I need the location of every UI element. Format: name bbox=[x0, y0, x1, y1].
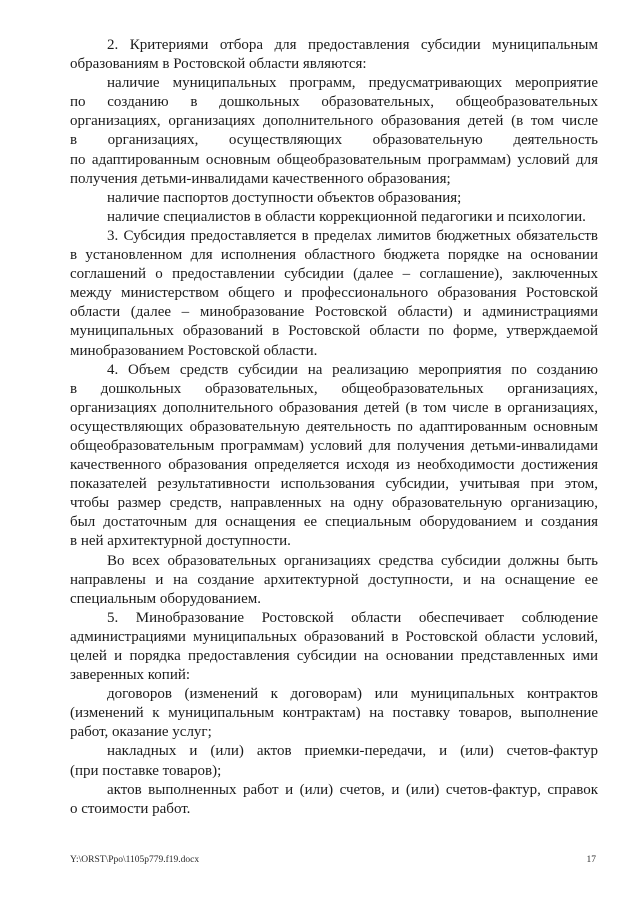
text-line bbox=[70, 342, 598, 361]
text-line bbox=[70, 265, 598, 284]
text-line bbox=[70, 800, 598, 819]
paragraph bbox=[70, 208, 598, 227]
text-line bbox=[70, 532, 598, 551]
text-line bbox=[70, 723, 598, 742]
footer-file-path: Y:\ORST\Ppo\1105p779.f19.docx bbox=[70, 855, 200, 865]
text-line bbox=[70, 552, 598, 571]
text-line bbox=[70, 380, 598, 399]
text-line bbox=[70, 628, 598, 647]
text-line-content: по созданию в дошкольных образовательных, общеобразовательных bbox=[70, 94, 598, 111]
text-line-content: наличие муниципальных программ, предусматривающих мероприятие bbox=[107, 75, 598, 92]
text-line bbox=[70, 322, 598, 341]
text-line-content: был достаточным для оснащения ее специальным оборудованием и создания bbox=[70, 514, 598, 531]
text-line-content: наличие специалистов в области коррекционной педагогики и психологии. bbox=[107, 208, 586, 225]
text-line bbox=[70, 742, 598, 761]
text-line bbox=[70, 246, 598, 265]
text-line bbox=[70, 227, 598, 246]
text-line bbox=[70, 170, 598, 189]
document-body bbox=[70, 36, 598, 819]
text-line-content: показателей результативности использования субсидии, учитывая при этом, bbox=[70, 476, 598, 493]
text-line bbox=[70, 36, 598, 55]
paragraph bbox=[70, 227, 598, 361]
text-line-content: чтобы размер средств, направленных на одну образовательную организацию, bbox=[70, 495, 598, 512]
text-line bbox=[70, 704, 598, 723]
text-line-content: актов выполненных работ и (или) счетов, и (или) счетов-фактур, справок bbox=[107, 781, 598, 798]
text-line-content: в ней архитектурной доступности. bbox=[70, 533, 291, 550]
text-line-content: работ, оказание услуг; bbox=[70, 724, 212, 741]
text-line-content: договоров (изменений к договорам) или муниципальных контрактов bbox=[107, 686, 598, 703]
text-line-content: осуществляющих образовательную деятельность по адаптированным основным bbox=[70, 418, 598, 435]
text-line-content: муниципальных образований в Ростовской области по форме, утверждаемой bbox=[70, 323, 598, 340]
text-line bbox=[70, 284, 598, 303]
text-line bbox=[70, 418, 598, 437]
paragraph bbox=[70, 189, 598, 208]
text-line-content: 4. Объем средств субсидии на реализацию мероприятия по созданию bbox=[107, 361, 598, 378]
text-line bbox=[70, 74, 598, 93]
text-line-content: (при поставке товаров); bbox=[70, 762, 222, 779]
text-line-content: в организациях, осуществляющих образовательную деятельность bbox=[70, 132, 598, 149]
text-line-content: 2. Критериями отбора для предоставления субсидии муниципальным bbox=[107, 37, 598, 53]
text-line bbox=[70, 494, 598, 513]
text-line-content: направлены и на создание архитектурной доступности, и на оснащение ее bbox=[70, 571, 598, 588]
paragraph bbox=[70, 685, 598, 742]
paragraph bbox=[70, 74, 598, 189]
text-line-content: Во всех образовательных организациях средства субсидии должны быть bbox=[107, 552, 598, 569]
text-line-content: минобразованием Ростовской области. bbox=[70, 342, 318, 359]
text-line-content: наличие паспортов доступности объектов образования; bbox=[107, 189, 462, 206]
text-line-content: получения детьми-инвалидами качественного образования; bbox=[70, 170, 451, 187]
text-line bbox=[70, 647, 598, 666]
text-line bbox=[70, 151, 598, 170]
text-line bbox=[70, 685, 598, 704]
text-line bbox=[70, 208, 598, 227]
text-line-content: целей и порядка предоставления субсидии на основании представленных ими bbox=[70, 648, 598, 664]
text-line-content: между министерством общего и профессионального образования Ростовской bbox=[70, 285, 598, 302]
text-line bbox=[70, 437, 598, 456]
text-line-content: накладных и (или) актов приемки-передачи, и (или) счетов-фактур bbox=[107, 743, 598, 760]
text-line-content: 3. Субсидия предоставляется в пределах лимитов бюджетных обязательств bbox=[107, 227, 598, 244]
text-line bbox=[70, 762, 598, 781]
text-line-content: (изменений к муниципальным контрактам) на поставку товаров, выполнение bbox=[70, 705, 598, 722]
paragraph bbox=[70, 742, 598, 780]
text-line bbox=[70, 55, 598, 74]
text-line-content: заверенных копий: bbox=[70, 667, 191, 684]
text-line-content: 5. Минобразование Ростовской области обеспечивает соблюдение bbox=[107, 609, 598, 626]
paragraph bbox=[70, 552, 598, 609]
page-number: 17 bbox=[586, 855, 596, 865]
text-line-content: в дошкольных образовательных, общеобразовательных организациях, bbox=[70, 380, 598, 397]
text-line-content: организациях дополнительного образования детей (в том числе в организациях, bbox=[70, 399, 598, 416]
text-line-content: специальным оборудованием. bbox=[70, 590, 261, 607]
text-line-content: администрациями муниципальных образований в Ростовской области условий, bbox=[70, 628, 598, 645]
text-line-content: соглашений о предоставлении субсидии (далее – соглашение), заключенных bbox=[70, 266, 598, 283]
text-line bbox=[70, 456, 598, 475]
text-line-content: образованиям в Ростовской области являются: bbox=[70, 56, 367, 73]
text-line-content: в установленном для исполнения областного бюджета порядке на основании bbox=[70, 247, 598, 264]
text-line bbox=[70, 189, 598, 208]
text-line bbox=[70, 93, 598, 112]
paragraph bbox=[70, 36, 598, 74]
text-line-content: организациях, организациях дополнительного образования детей (в том числе bbox=[70, 113, 598, 130]
paragraph bbox=[70, 609, 598, 685]
text-line-content: общеобразовательным программам) условий для получения детьми-инвалидами bbox=[70, 437, 598, 454]
text-line-content: о стоимости работ. bbox=[70, 800, 191, 817]
paragraph bbox=[70, 781, 598, 819]
text-line bbox=[70, 781, 598, 800]
text-line bbox=[70, 609, 598, 628]
text-line-content: качественного образования определяется исходя из необходимости достижения bbox=[70, 457, 598, 474]
text-line bbox=[70, 303, 598, 322]
text-line bbox=[70, 571, 598, 590]
text-line bbox=[70, 112, 598, 131]
text-line bbox=[70, 361, 598, 380]
text-line bbox=[70, 131, 598, 150]
text-line bbox=[70, 513, 598, 532]
text-line bbox=[70, 666, 598, 685]
text-line bbox=[70, 590, 598, 609]
text-line bbox=[70, 399, 598, 418]
paragraph bbox=[70, 361, 598, 552]
text-line bbox=[70, 475, 598, 494]
text-line-content: по адаптированным основным общеобразовательным программам) условий для bbox=[70, 151, 598, 168]
page-footer bbox=[70, 853, 596, 867]
text-line-content: области (далее – минобразование Ростовской области) и администрациями bbox=[70, 304, 598, 321]
